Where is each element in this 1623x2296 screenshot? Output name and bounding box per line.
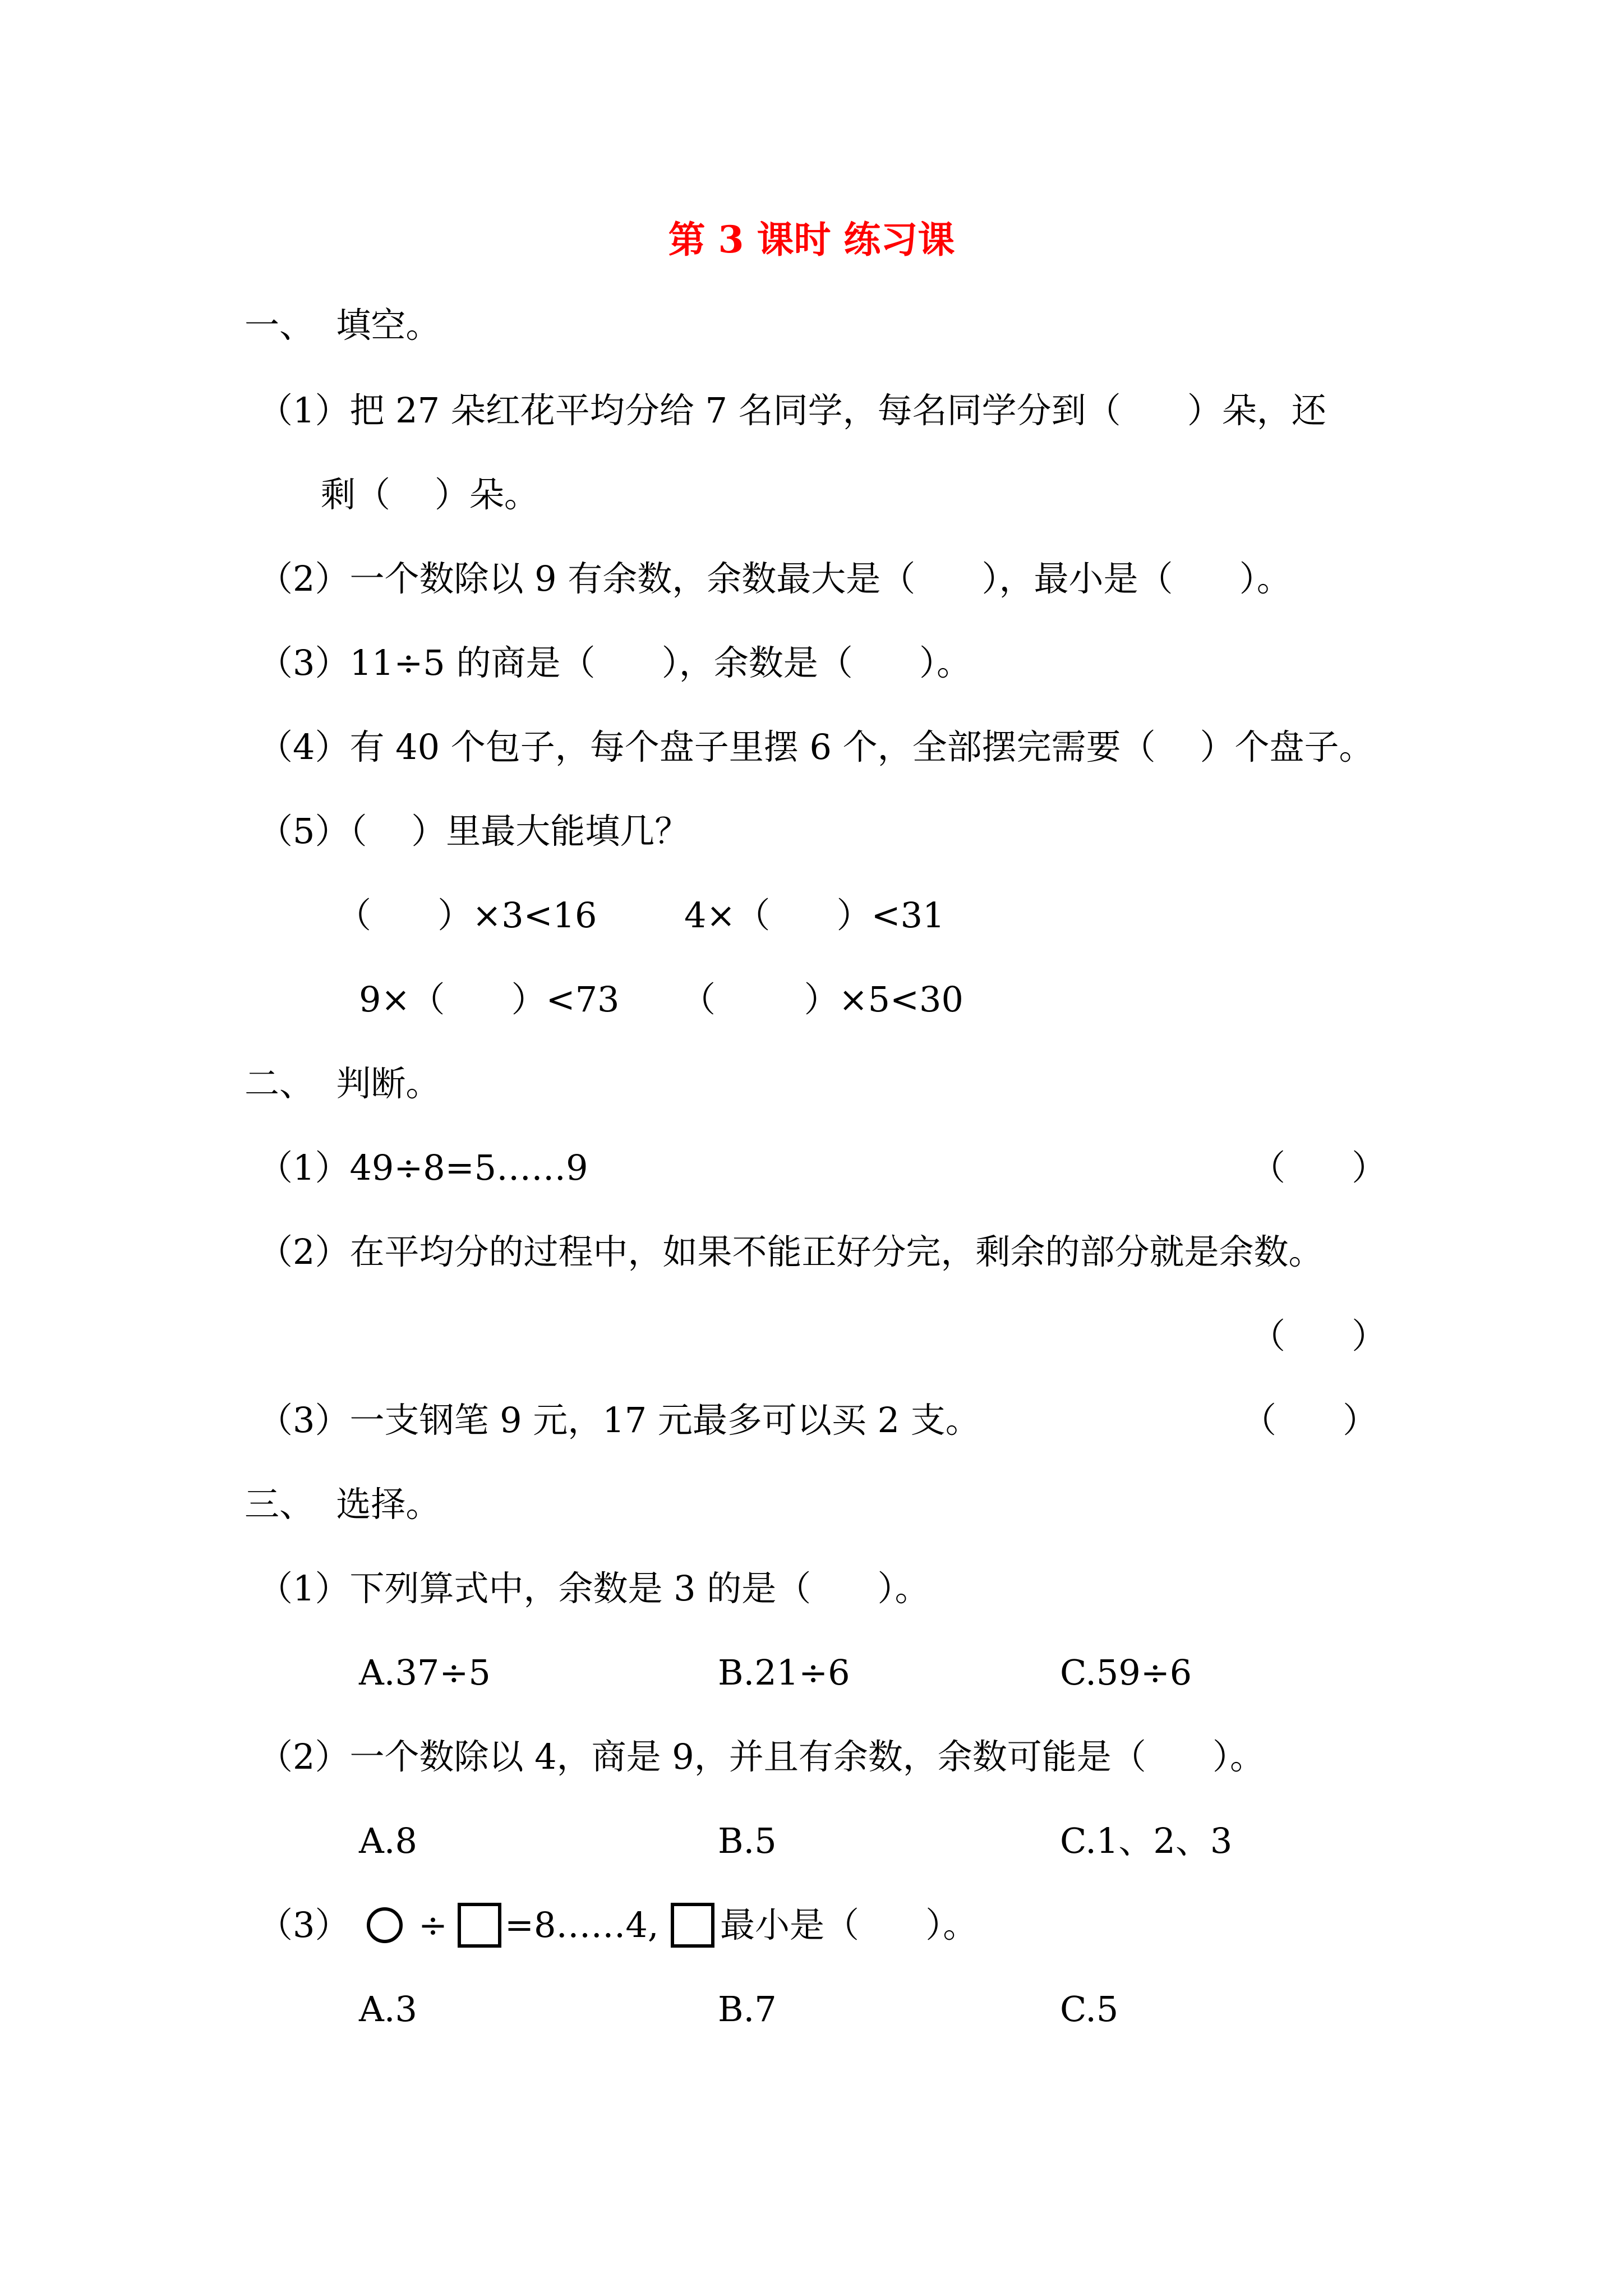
s3-q1-option-a: A.37÷5	[359, 1652, 491, 1693]
section-1-heading: 一、 填空。	[245, 305, 441, 346]
s2-question-3: （3）一支钢笔 9 元，17 元最多可以买 2 支。	[258, 1400, 980, 1441]
s1-q5-item: （ ）×3<16	[336, 895, 597, 936]
s1-question-3: （3）11÷5 的商是（ ），余数是（ ）。	[258, 642, 971, 683]
answer-blank: （ ）	[1242, 1400, 1378, 1441]
s3-question-3-prefix: （3）	[258, 1904, 350, 1945]
s1-question-5: （5）（ ）里最大能填几？	[258, 811, 690, 852]
s1-question-2: （2）一个数除以 9 有余数，余数最大是（ ），最小是（ ）。	[258, 558, 1292, 599]
s3-q3-option-a: A.3	[359, 1989, 417, 2030]
s3-q2-option-c: C.1、2、3	[1060, 1820, 1233, 1861]
s3-question-1: （1）下列算式中，余数是 3 的是（ ）。	[258, 1568, 930, 1609]
square-shape-icon	[671, 1903, 714, 1948]
s3-q3-option-c: C.5	[1060, 1989, 1119, 2030]
section-2-heading: 二、 判断。	[245, 1063, 441, 1104]
answer-blank: （ ）	[1251, 1315, 1387, 1356]
s1-question-1-line-2: 剩（ ）朵。	[321, 474, 539, 515]
s1-q5-item: （ ）×5<30	[681, 979, 963, 1020]
s3-q1-option-b: B.21÷6	[718, 1652, 850, 1693]
page-title: 第 3 课时 练习课	[668, 218, 955, 261]
s1-question-4: （4）有 40 个包子，每个盘子里摆 6 个，全部摆完需要（ ）个盘子。	[258, 726, 1374, 767]
s3-q2-option-b: B.5	[718, 1820, 777, 1861]
s3-q2-option-a: A.8	[359, 1820, 417, 1861]
s1-question-1-line-1: （1）把 27 朵红花平均分给 7 名同学，每名同学分到（ ）朵，还	[258, 390, 1326, 431]
s3-q3-equation: =8……4,	[505, 1904, 659, 1945]
s3-q3-divide-sign: ÷	[418, 1904, 448, 1945]
s2-question-2: （2）在平均分的过程中，如果不能正好分完，剩余的部分就是余数。	[258, 1231, 1324, 1272]
s3-q3-option-b: B.7	[718, 1989, 777, 2030]
section-3-heading: 三、 选择。	[245, 1484, 441, 1525]
s1-q5-item: 4×（ ）<31	[684, 895, 945, 936]
s1-q5-item: 9×（ ）<73	[359, 979, 620, 1020]
square-shape-icon	[458, 1903, 501, 1948]
s3-q3-suffix: 最小是（ ）。	[720, 1904, 978, 1945]
circle-shape-icon	[367, 1907, 403, 1943]
s3-question-2: （2）一个数除以 4，商是 9，并且有余数，余数可能是（ ）。	[258, 1736, 1265, 1777]
answer-blank: （ ）	[1251, 1147, 1387, 1188]
s3-q1-option-c: C.59÷6	[1060, 1652, 1192, 1693]
s2-question-1: （1）49÷8=5……9	[258, 1147, 588, 1188]
